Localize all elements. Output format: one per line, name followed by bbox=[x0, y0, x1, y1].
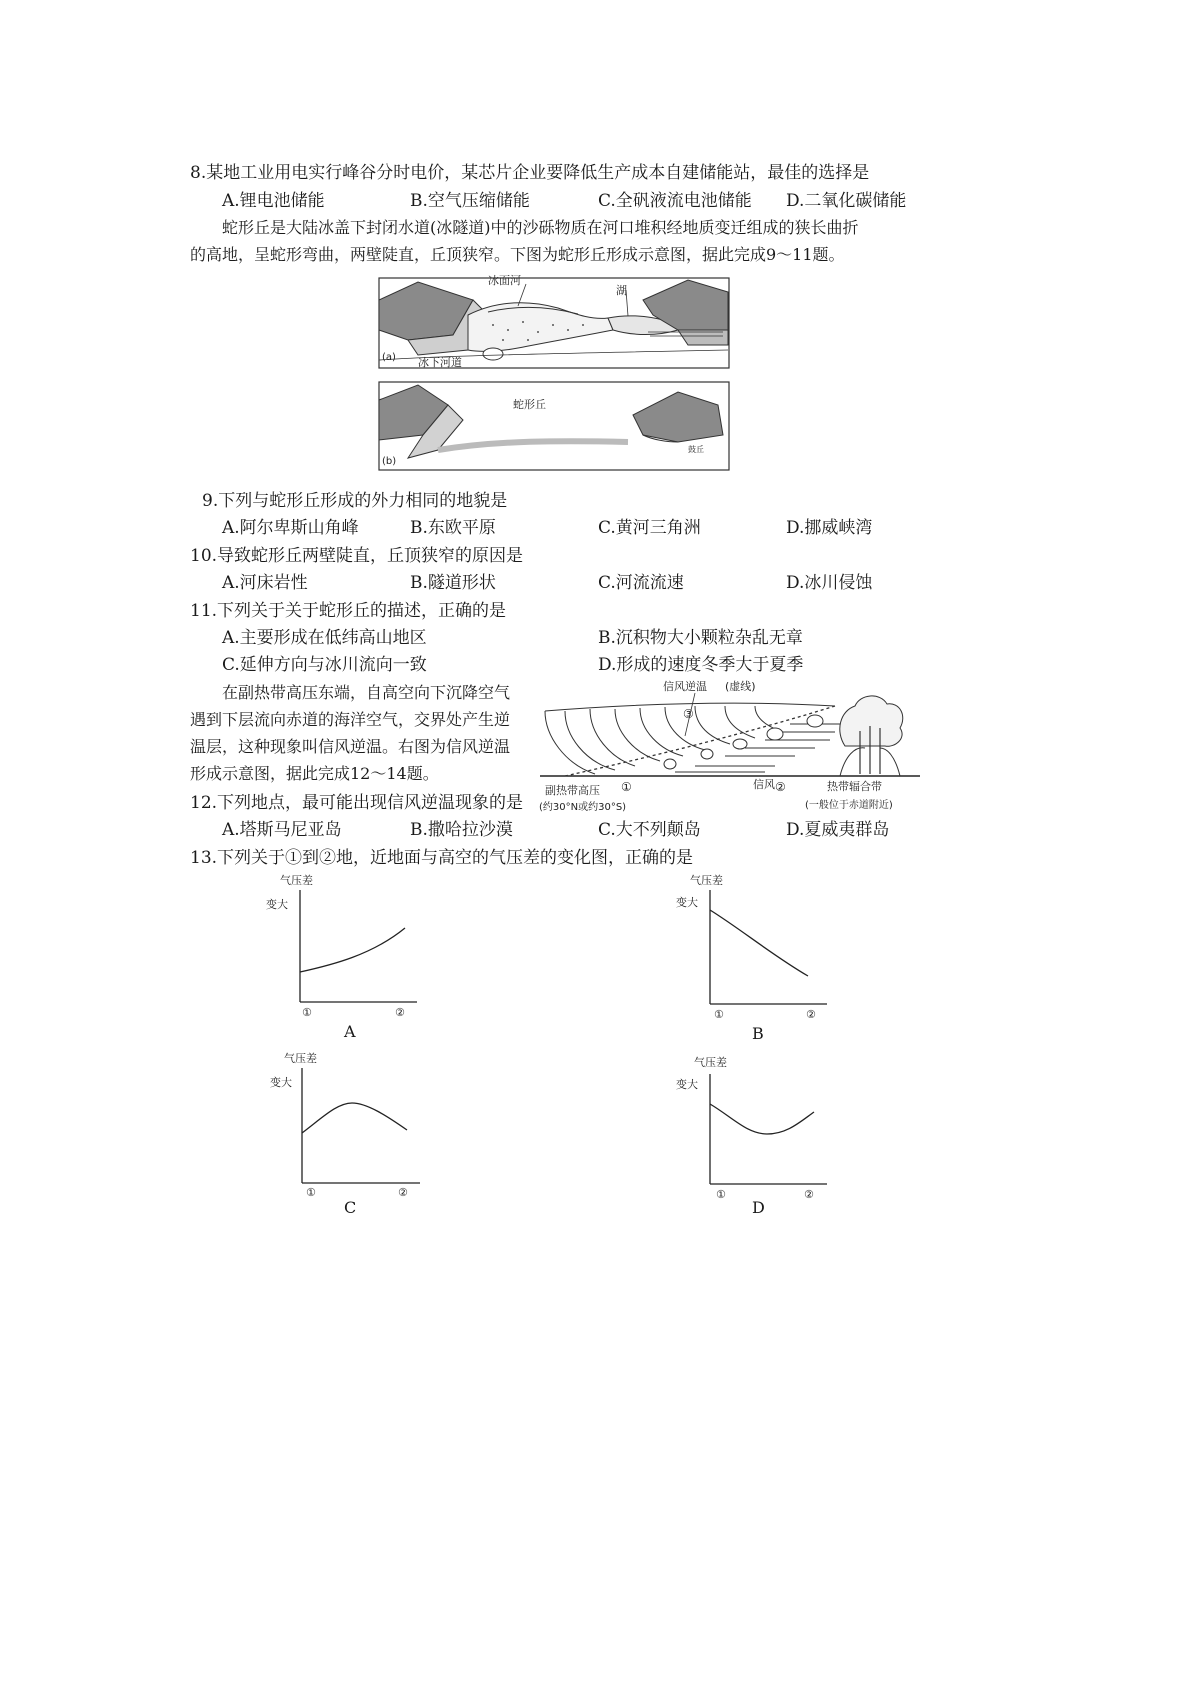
esker-label: 蛇形丘 bbox=[513, 398, 546, 411]
q8-stem: 8.某地工业用电实行峰谷分时电价，某芯片企业要降低生产成本自建储能站，最佳的选择是 bbox=[190, 163, 870, 183]
q12-option-c: C.大不列颠岛 bbox=[598, 820, 701, 840]
graph-a-x2: ② bbox=[395, 1006, 405, 1018]
q11-stem: 11.下列关于关于蛇形丘的描述，正确的是 bbox=[190, 601, 507, 621]
q9-option-a: A.阿尔卑斯山角峰 bbox=[222, 518, 359, 538]
graph-b-curve bbox=[710, 910, 808, 976]
graph-c-ylabel: 气压差 bbox=[284, 1052, 317, 1065]
graph-d-curve bbox=[710, 1104, 814, 1134]
graph-c-curve bbox=[302, 1103, 407, 1133]
q13-stem: 13.下列关于①到②地，近地面与高空的气压差的变化图，正确的是 bbox=[190, 848, 694, 868]
graph-a-x1: ① bbox=[302, 1006, 312, 1018]
graph-a bbox=[262, 870, 422, 1018]
ice-river-label: 冰面河 bbox=[488, 274, 521, 287]
marker-3: ③ bbox=[683, 707, 694, 721]
q10-option-c: C.河流流速 bbox=[598, 573, 684, 593]
graph-b-letter: B bbox=[752, 1024, 764, 1043]
q8-option-b: B.空气压缩储能 bbox=[410, 191, 530, 211]
marker-2: ② bbox=[775, 780, 786, 794]
q9-option-c: C.黄河三角洲 bbox=[598, 518, 701, 538]
figure-a-label: (a) bbox=[382, 352, 396, 363]
subtropical-high-latitude: (约30°N或约30°S) bbox=[539, 802, 627, 813]
q8-option-d: D.二氧化碳储能 bbox=[786, 191, 907, 211]
dashed-label: (虚线) bbox=[725, 680, 756, 693]
graph-c-x1: ① bbox=[306, 1186, 316, 1198]
q12-stem: 12.下列地点，最可能出现信风逆温现象的是 bbox=[190, 793, 524, 813]
graph-b-x2: ② bbox=[806, 1008, 816, 1018]
subtropical-high-label: 副热带高压 bbox=[545, 784, 600, 797]
marker-1: ① bbox=[621, 780, 632, 794]
esker-diagram-a bbox=[378, 270, 730, 370]
graph-c-letter: C bbox=[344, 1198, 357, 1217]
lake-label: 湖 bbox=[616, 284, 627, 297]
q9-option-d: D.挪威峡湾 bbox=[786, 518, 873, 538]
passage1-line2: 的高地，呈蛇形弯曲，两壁陡直，丘顶狭窄。下图为蛇形丘形成示意图，据此完成9～11题。 bbox=[190, 245, 845, 264]
q8-option-c: C.全矾液流电池储能 bbox=[598, 191, 752, 211]
graph-a-letter: A bbox=[344, 1022, 356, 1041]
graph-d-ylabel: 气压差 bbox=[694, 1056, 727, 1069]
q10-option-b: B.隧道形状 bbox=[410, 573, 496, 593]
passage1-line1: 蛇形丘是大陆冰盖下封闭水道(冰隧道)中的沙砾物质在河口堆积经地质变迁组成的狭长曲折 bbox=[222, 218, 859, 237]
passage2-line3: 温层，这种现象叫信风逆温。右图为信风逆温 bbox=[190, 737, 511, 756]
graph-a-ytick: 变大 bbox=[266, 898, 288, 911]
q11-option-d: D.形成的速度冬季大于夏季 bbox=[598, 655, 804, 675]
itcz-location: (一般位于赤道附近) bbox=[805, 800, 893, 811]
inversion-label: 信风逆温 bbox=[663, 680, 707, 693]
q12-option-b: B.撒哈拉沙漠 bbox=[410, 820, 513, 840]
graph-b bbox=[672, 870, 832, 1018]
subglacial-channel-label: 冰下河道 bbox=[418, 356, 462, 369]
graph-b-ytick: 变大 bbox=[676, 896, 698, 909]
figure-b-label: (b) bbox=[382, 456, 397, 467]
itcz-label: 热带辐合带 bbox=[827, 780, 882, 793]
q9-option-b: B.东欧平原 bbox=[410, 518, 496, 538]
q10-stem: 10.导致蛇形丘两壁陡直，丘顶狭窄的原因是 bbox=[190, 546, 524, 566]
trade-wind-label: 信风 bbox=[753, 778, 775, 791]
passage2-line2: 遇到下层流向赤道的海洋空气，交界处产生逆 bbox=[190, 710, 511, 729]
passage2-line4: 形成示意图，据此完成12～14题。 bbox=[190, 764, 439, 783]
graph-d-x2: ② bbox=[804, 1188, 814, 1201]
q9-stem: 9.下列与蛇形丘形成的外力相同的地貌是 bbox=[202, 491, 508, 511]
q11-option-b: B.沉积物大小颗粒杂乱无章 bbox=[598, 628, 803, 648]
graph-c-x2: ② bbox=[398, 1186, 408, 1198]
q10-option-a: A.河床岩性 bbox=[222, 573, 308, 593]
graph-d-ytick: 变大 bbox=[676, 1078, 698, 1091]
q8-option-a: A.锂电池储能 bbox=[222, 191, 325, 211]
graph-d-letter: D bbox=[752, 1198, 765, 1217]
graph-a-curve bbox=[300, 928, 405, 972]
q11-option-a: A.主要形成在低纬高山地区 bbox=[222, 628, 427, 648]
graph-b-ylabel: 气压差 bbox=[690, 874, 723, 887]
trade-wind-inversion-diagram bbox=[535, 676, 925, 818]
graph-d-x1: ① bbox=[716, 1188, 726, 1201]
drumlin-label: 鼓丘 bbox=[688, 445, 704, 454]
q11-option-c: C.延伸方向与冰川流向一致 bbox=[222, 655, 427, 675]
q12-option-a: A.塔斯马尼亚岛 bbox=[222, 820, 342, 840]
esker-diagram-b bbox=[378, 380, 730, 472]
graph-b-x1: ① bbox=[714, 1008, 724, 1018]
graph-d bbox=[672, 1052, 832, 1202]
graph-c bbox=[262, 1048, 422, 1198]
q12-option-d: D.夏威夷群岛 bbox=[786, 820, 890, 840]
graph-a-ylabel: 气压差 bbox=[280, 874, 313, 887]
passage2-line1: 在副热带高压东端，自高空向下沉降空气 bbox=[222, 683, 511, 702]
q10-option-d: D.冰川侵蚀 bbox=[786, 573, 873, 593]
graph-c-ytick: 变大 bbox=[270, 1076, 292, 1089]
